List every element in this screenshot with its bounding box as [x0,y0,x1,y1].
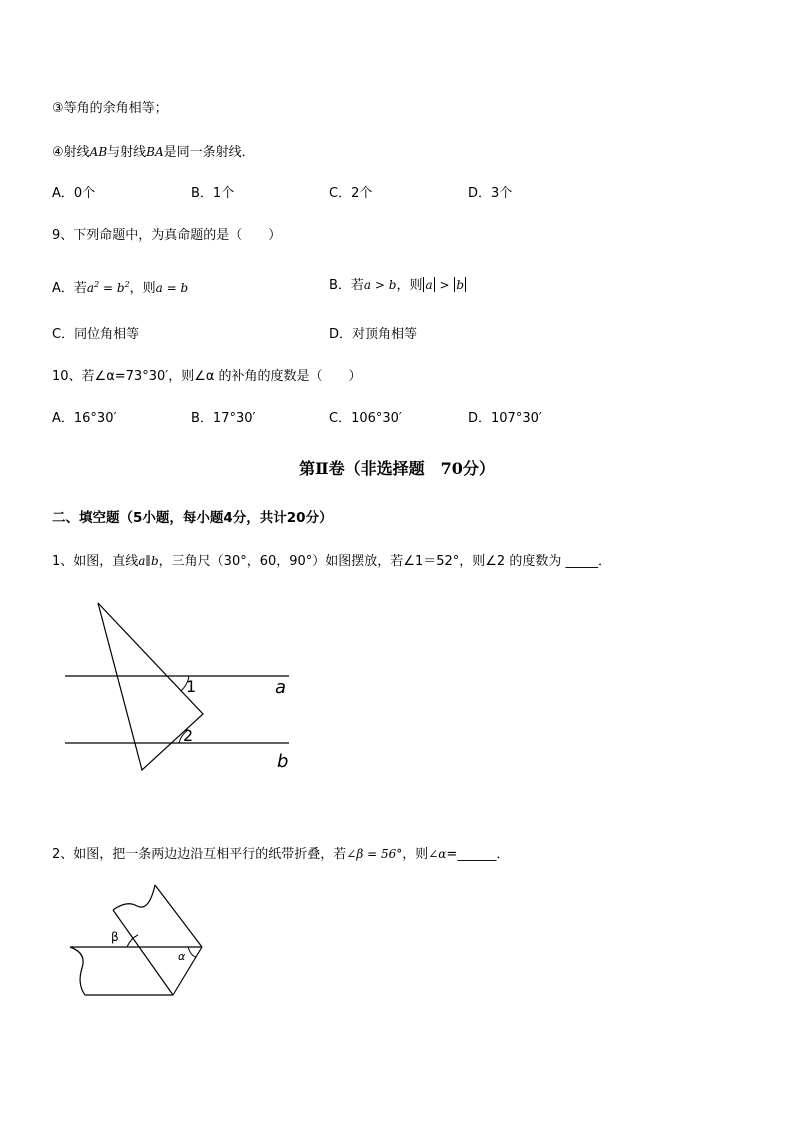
fill2-suffix: =______． [446,847,510,862]
fill1-figure [55,595,315,785]
q9-option-d[interactable]: D．对顶角相等 [329,327,418,342]
q9-option-a[interactable] [52,276,188,298]
q9-a-then: ，则 [129,281,156,296]
q8-statement-3: ③等角的余角相等； [52,101,168,116]
q8-option-b[interactable]: B．1个 [191,186,235,201]
label-a: a [275,677,287,698]
q8-option-c[interactable]: C．2个 [329,186,373,201]
fill1-stem [52,552,611,571]
fill2-figure [65,880,215,1005]
q10-option-b[interactable]: B．17°30′ [191,411,256,426]
angle-alpha-arc [188,947,196,957]
fill1-rest: ，三角尺（30°，60，90°）如图摆放，若∠1＝52°，则∠2 的度数为 _____． [158,554,611,569]
section-2-title: 第Ⅱ卷（非选择题 70分） [299,459,495,478]
fill1-parallel: a∥b [138,554,159,568]
strip-left-tear [70,947,85,995]
label-b: b [277,751,289,772]
fill2-ask: ∠α [428,847,447,861]
q9-a-conclusion: a = b [155,281,189,295]
folded-edge-left [113,910,173,995]
folded-top-tear [113,885,155,910]
q10-option-c[interactable]: C．106°30′ [329,411,402,426]
fill-in-heading: 二、填空题（5小题，每小题4分，共计20分） [52,510,333,526]
label-2: 2 [183,726,194,745]
q10-option-a[interactable]: A．16°30′ [52,411,117,426]
fill2-given: ∠β = 56° [346,847,403,861]
q9-a-prefix: A．若 [52,281,87,296]
label-beta: β [111,930,119,944]
folded-edge-right [155,885,202,947]
q9-option-b[interactable] [329,276,467,295]
q9-stem: 9、下列命题中，为真命题的是（ ） [52,228,282,243]
q9-a-condition: $a^2 = b^2$ [86,280,130,295]
q8-option-d[interactable]: D．3个 [468,186,513,201]
q8-statement-4 [52,143,255,162]
q9-b-condition: a > b [363,278,397,292]
q10-option-d[interactable]: D．107°30′ [468,411,542,426]
q8-stmt4-suffix: 是同一条射线． [163,145,255,160]
ray-ab: AB [89,145,108,159]
q9-option-c[interactable]: C．同位角相等 [52,327,140,342]
q8-stmt4-prefix: ④射线 [52,145,90,160]
fill2-mid: ，则 [402,847,429,862]
fill2-stem [52,845,509,864]
fill2-prefix: 2、如图，把一条两边边沿互相平行的纸带折叠，若 [52,847,347,862]
q9-b-prefix: B．若 [329,278,364,293]
q10-stem: 10、若∠α=73°30′，则∠α 的补角的度数是（ ） [52,369,362,384]
label-1: 1 [186,677,197,696]
q8-stmt4-mid: 与射线 [107,145,147,160]
fill1-prefix: 1、如图，直线 [52,554,139,569]
q8-option-a[interactable]: A．0个 [52,186,96,201]
q9-b-conclusion: a > b [425,278,464,292]
ray-ba: BA [146,145,164,159]
label-alpha: α [178,950,186,963]
q9-b-then: ，则 [396,278,423,293]
